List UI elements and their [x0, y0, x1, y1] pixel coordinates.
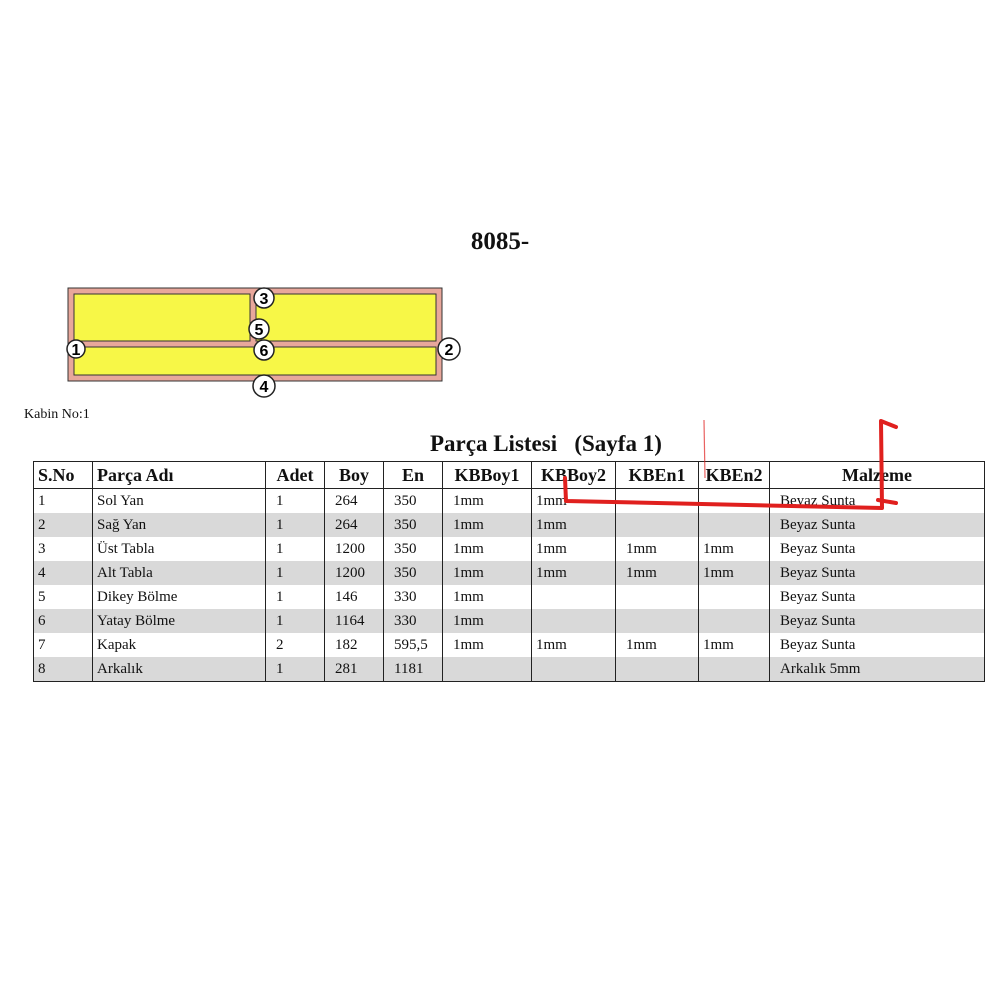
cell-width: 350 [384, 561, 443, 585]
cell-length: 1200 [325, 537, 384, 561]
cell-quantity: 1 [266, 513, 325, 537]
cell-length: 264 [325, 489, 384, 514]
cell-part-name: Yatay Bölme [93, 609, 266, 633]
cell-kbboy1: 1mm [443, 585, 532, 609]
cell-length: 281 [325, 657, 384, 682]
cell-kbboy2: 1mm [532, 561, 616, 585]
cell-kben1 [616, 657, 699, 682]
cell-part-name: Sağ Yan [93, 513, 266, 537]
cell-kbboy2: 1mm [532, 633, 616, 657]
cell-width: 330 [384, 609, 443, 633]
cell-material: Beyaz Sunta [770, 561, 985, 585]
marker-2-label: 2 [444, 342, 454, 359]
marker-3-icon [254, 288, 274, 308]
document-title: 8085- [470, 228, 530, 255]
parts-list-title: Parça Listesi (Sayfa 1) [430, 431, 662, 456]
column-header-material: Malzeme [770, 462, 985, 489]
cell-kbboy1: 1mm [443, 561, 532, 585]
cell-kben1 [616, 609, 699, 633]
cell-kben2 [699, 609, 770, 633]
cell-width: 1181 [384, 657, 443, 682]
marker-1-icon [67, 340, 85, 359]
column-header-quantity: Adet [266, 462, 325, 489]
marker-3-label: 3 [259, 291, 269, 308]
cell-part-name: Arkalık [93, 657, 266, 682]
marker-6-label: 6 [259, 343, 269, 360]
table-row [34, 585, 985, 609]
cell-part-name: Sol Yan [93, 489, 266, 514]
cell-sno: 1 [34, 489, 93, 514]
cell-kben1 [616, 513, 699, 537]
cell-kbboy1: 1mm [443, 609, 532, 633]
cell-part-name: Dikey Bölme [93, 585, 266, 609]
table-row [34, 489, 985, 514]
cell-length: 1164 [325, 609, 384, 633]
cell-sno: 5 [34, 585, 93, 609]
table-row [34, 609, 985, 633]
cell-width: 350 [384, 537, 443, 561]
cell-material: Beyaz Sunta [770, 513, 985, 537]
cell-quantity: 1 [266, 561, 325, 585]
table-row [34, 537, 985, 561]
cell-sno: 4 [34, 561, 93, 585]
cell-kben1 [616, 585, 699, 609]
cell-sno: 8 [34, 657, 93, 682]
cell-kben2: 1mm [699, 561, 770, 585]
cell-sno: 6 [34, 609, 93, 633]
cell-quantity: 1 [266, 537, 325, 561]
cell-kbboy1: 1mm [443, 489, 532, 514]
cell-kbboy2: 1mm [532, 513, 616, 537]
cell-width: 595,5 [384, 633, 443, 657]
cell-kben1: 1mm [616, 537, 699, 561]
marker-6-icon [254, 340, 274, 360]
cell-kbboy2 [532, 657, 616, 682]
cell-kbboy2: 1mm [532, 537, 616, 561]
marker-5-icon [249, 319, 269, 339]
column-header-kbboy1: KBBoy1 [443, 462, 532, 489]
column-header-length: Boy [325, 462, 384, 489]
cell-kben2 [699, 489, 770, 514]
panel-top-right [256, 294, 436, 341]
column-header-kben1: KBEn1 [616, 462, 699, 489]
cell-part-name: Alt Tabla [93, 561, 266, 585]
cell-quantity: 1 [266, 585, 325, 609]
cell-length: 1200 [325, 561, 384, 585]
column-header-part-name: Parça Adı [93, 462, 266, 489]
cabinet-diagram [60, 283, 470, 405]
cell-kben1 [616, 489, 699, 514]
cell-sno: 3 [34, 537, 93, 561]
cell-quantity: 2 [266, 633, 325, 657]
cell-kbboy2: 1mm [532, 489, 616, 514]
cell-kbboy1: 1mm [443, 537, 532, 561]
cell-width: 330 [384, 585, 443, 609]
table-row [34, 657, 985, 682]
cell-kben2: 1mm [699, 537, 770, 561]
cell-material: Beyaz Sunta [770, 585, 985, 609]
cell-width: 350 [384, 489, 443, 514]
cell-sno: 2 [34, 513, 93, 537]
marker-4-label: 4 [259, 379, 269, 396]
cell-material: Beyaz Sunta [770, 609, 985, 633]
marker-5-label: 5 [254, 322, 264, 339]
cell-kben1: 1mm [616, 561, 699, 585]
table-header-row [34, 462, 985, 489]
parts-table [33, 461, 985, 682]
cell-kbboy2 [532, 609, 616, 633]
cell-part-name: Üst Tabla [93, 537, 266, 561]
column-header-width: En [384, 462, 443, 489]
cell-quantity: 1 [266, 657, 325, 682]
cell-sno: 7 [34, 633, 93, 657]
cell-quantity: 1 [266, 609, 325, 633]
cell-quantity: 1 [266, 489, 325, 514]
cell-kben2 [699, 657, 770, 682]
cell-material: Beyaz Sunta [770, 633, 985, 657]
panel-top-left [74, 294, 250, 341]
cell-length: 264 [325, 513, 384, 537]
cell-length: 182 [325, 633, 384, 657]
cell-kben2 [699, 585, 770, 609]
cell-length: 146 [325, 585, 384, 609]
cell-kben2: 1mm [699, 633, 770, 657]
marker-2-icon [438, 338, 460, 360]
cabinet-number-label: Kabin No:1 [24, 407, 90, 422]
table-row [34, 561, 985, 585]
column-header-kbboy2: KBBoy2 [532, 462, 616, 489]
cell-width: 350 [384, 513, 443, 537]
cell-kbboy1 [443, 657, 532, 682]
column-header-sno: S.No [34, 462, 93, 489]
cell-material: Arkalık 5mm [770, 657, 985, 682]
table-row [34, 633, 985, 657]
table-row [34, 513, 985, 537]
marker-4-icon [253, 375, 275, 397]
cell-kbboy1: 1mm [443, 633, 532, 657]
cell-kbboy1: 1mm [443, 513, 532, 537]
cell-kben2 [699, 513, 770, 537]
cell-part-name: Kapak [93, 633, 266, 657]
cell-material: Beyaz Sunta [770, 537, 985, 561]
column-header-kben2: KBEn2 [699, 462, 770, 489]
marker-1-label: 1 [71, 342, 81, 359]
cell-material: Beyaz Sunta [770, 489, 985, 514]
cell-kbboy2 [532, 585, 616, 609]
cell-kben1: 1mm [616, 633, 699, 657]
